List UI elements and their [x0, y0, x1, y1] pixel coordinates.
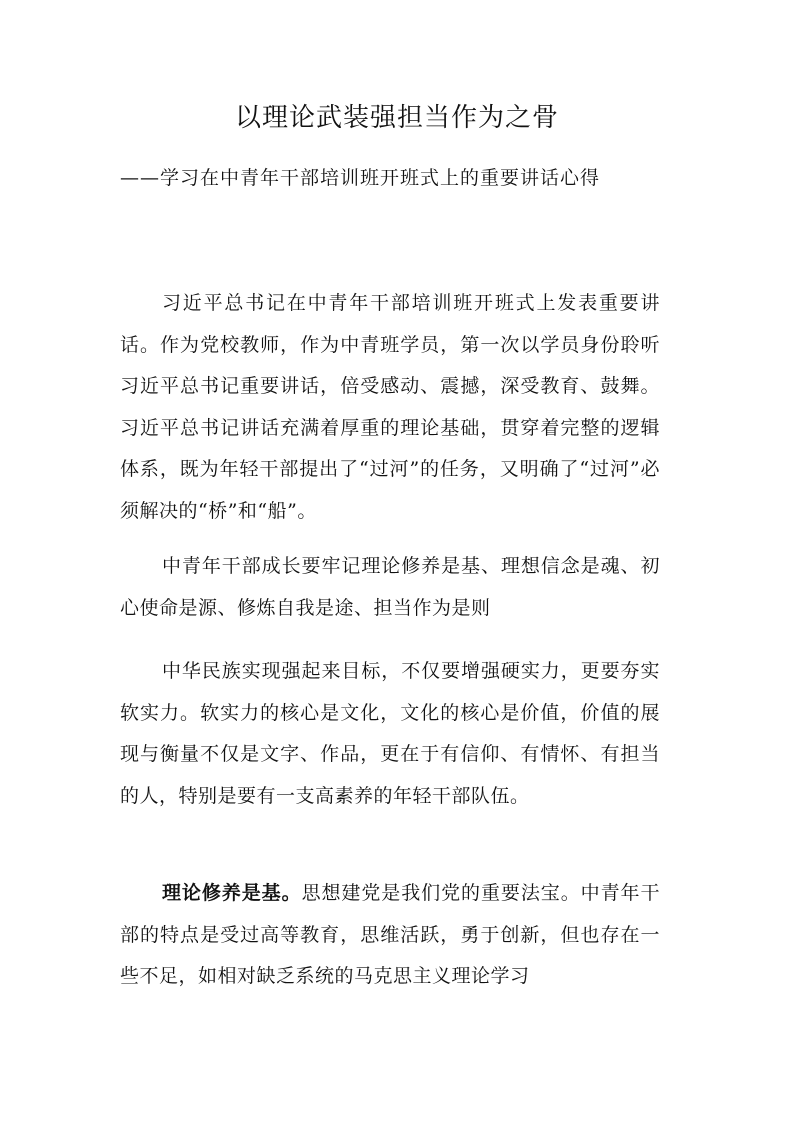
paragraph-lead: 理论修养是基。: [162, 882, 302, 904]
document-subtitle: ——学习在中青年干部培训班开班式上的重要讲话心得: [120, 167, 601, 189]
paragraph: [120, 873, 660, 998]
paragraph: 中华民族实现强起来目标，不仅要增强硬实力，更要夯实软实力。软实力的核心是文化，文化的核心是价值，价值的展现与衡量不仅是文字、作品，更在于有信仰、有情怀、有担当的人，特别是要有一支高素养的年轻干部队伍。: [120, 660, 660, 807]
paragraph-body: 思想建党是我们党的重要法宝。中青年干部的特点是受过高等教育，思维活跃，勇于创新，但也存在一些不足，如相对缺乏系统的马克思主义理论学习: [120, 882, 660, 987]
paragraph: 中青年干部成长要牢记理论修养是基、理想信念是魂、初心使命是源、修炼自我是途、担当作为是则: [120, 555, 660, 619]
document-title: 以理论武装强担当作为之骨: [234, 103, 559, 133]
paragraph: 习近平总书记在中青年干部培训班开班式上发表重要讲话。作为党校教师，作为中青班学员，第一次以学员身份聆听习近平总书记重要讲话，倍受感动、震撼，深受教育、鼓舞。习近平总书记讲话充满着厚重的理论基础，贯穿着完整的逻辑体系，既为年轻干部提出了“过河”的任务，又明确了“过河”必须解决的“桥”和“船”。: [120, 292, 660, 522]
